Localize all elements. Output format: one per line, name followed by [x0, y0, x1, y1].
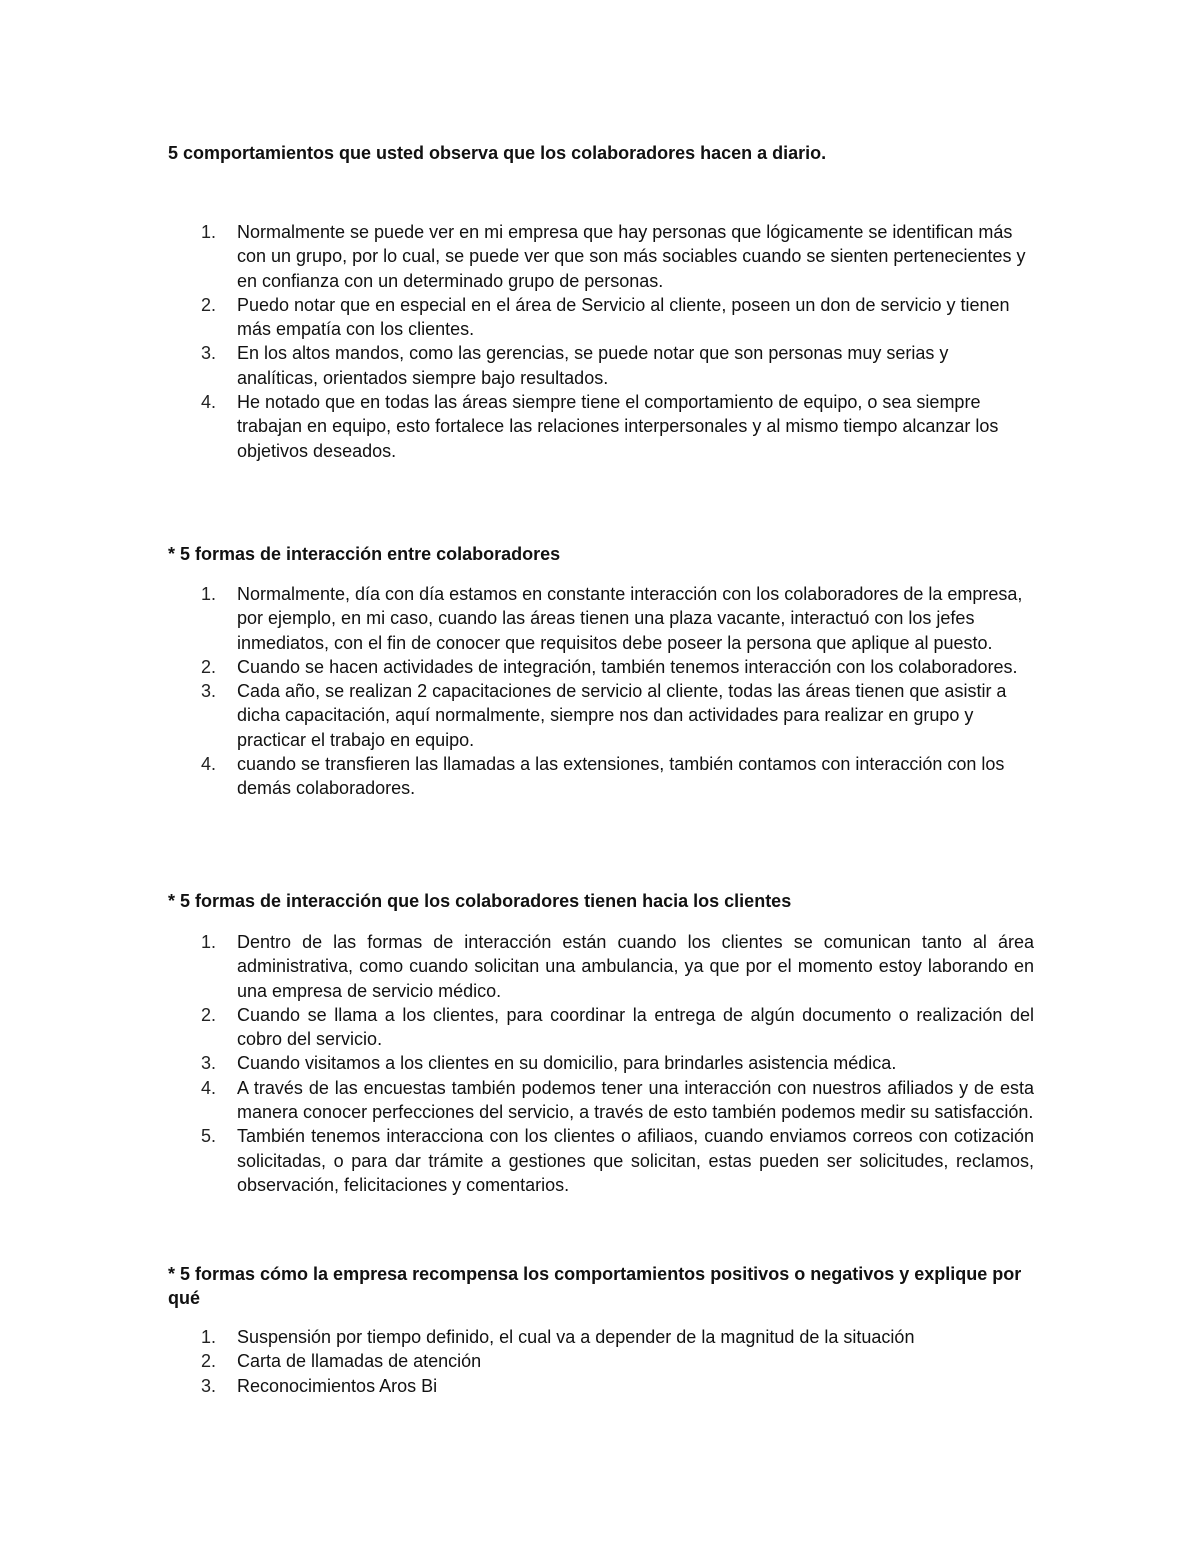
list-item-text: Carta de llamadas de atención — [237, 1351, 482, 1372]
numbered-list — [168, 582, 1034, 801]
section-heading: * 5 formas cómo la empresa recompensa los comportamientos positivos o negativos y explique por qué — [168, 1264, 1022, 1308]
list-item — [168, 1051, 1034, 1075]
section-heading: 5 comportamientos que usted observa que los colaboradores hacen a diario. — [168, 143, 827, 163]
list-item — [168, 390, 1034, 463]
list-item — [168, 582, 1034, 655]
list-item-text: Cuando se hacen actividades de integración, también tenemos interacción con los colaboradores. — [237, 656, 1018, 677]
list-item-text: Normalmente se puede ver en mi empresa que hay personas que lógicamente se identifican más con un grupo, por lo cual, se puede ver que son más sociables cuando se sienten pertenecientes y en confianza con un determinado grupo de personas. — [237, 222, 1026, 291]
numbered-list — [168, 1325, 1034, 1398]
list-item — [168, 655, 1034, 679]
list-number: 1. — [201, 932, 217, 952]
list-number: 2. — [201, 294, 217, 315]
list-item-text: Cuando se llama a los clientes, para coordinar la entrega de algún documento o realización del cobro del servicio. — [237, 1004, 1034, 1050]
list-number: 2. — [201, 1351, 217, 1372]
list-item-text: Cuando visitamos a los clientes en su domicilio, para brindarles asistencia médica. — [237, 1053, 897, 1074]
list-item — [168, 752, 1034, 801]
list-number: 4. — [201, 1077, 217, 1098]
list-item — [168, 1124, 1034, 1197]
list-item-text: Cada año, se realizan 2 capacitaciones de servicio al cliente, todas las áreas tienen que asistir a dicha capacitación, aquí normalmente, siempre nos dan actividades para realizar en grupo y practicar el trabajo en equipo. — [237, 681, 1007, 750]
list-number: 5. — [201, 1126, 217, 1147]
list-item-text: cuando se transfieren las llamadas a las extensiones, también contamos con interacción con los demás colaboradores. — [237, 754, 1005, 799]
list-item — [168, 679, 1034, 752]
list-item-text: Reconocimientos Aros Bi — [237, 1375, 438, 1396]
section-interaction-between-collaborators — [168, 542, 1034, 801]
list-number: 1. — [201, 1327, 217, 1347]
list-item — [168, 341, 1034, 390]
list-number: 3. — [201, 343, 217, 364]
list-number: 1. — [201, 222, 217, 242]
list-item-text: En los altos mandos, como las gerencias, se puede notar que son personas muy serias y analíticas, orientados siempre bajo resultados. — [237, 343, 949, 388]
list-number: 4. — [201, 754, 217, 775]
list-item-text: Suspensión por tiempo definido, el cual va a depender de la magnitud de la situación — [237, 1327, 915, 1347]
list-item — [168, 1349, 1034, 1373]
section-daily-behaviors — [168, 141, 1034, 463]
list-item — [168, 220, 1034, 293]
list-item-text: A través de las encuestas también podemos tener una interacción con nuestros afiliados y de esta manera conocer perfecciones del servicio, a través de esto también podemos medir su satisfacción. — [237, 1077, 1034, 1123]
list-item — [168, 1003, 1034, 1052]
section-company-rewards — [168, 1262, 1034, 1398]
numbered-list — [168, 930, 1034, 1197]
list-item — [168, 930, 1034, 1003]
section-heading: * 5 formas de interacción entre colaboradores — [168, 544, 561, 564]
section-interaction-with-clients — [168, 889, 1034, 1197]
numbered-list — [168, 220, 1034, 463]
list-number: 3. — [201, 681, 217, 702]
list-item-text: Dentro de las formas de interacción están cuando los clientes se comunican tanto al área administrativa, como cuando solicitan una ambulancia, ya que por el momento estoy laborando en una empresa de servicio médico. — [237, 932, 1034, 1001]
list-number: 2. — [201, 1004, 217, 1025]
list-number: 1. — [201, 584, 217, 604]
list-number: 3. — [201, 1053, 217, 1074]
list-item — [168, 1325, 1034, 1349]
list-item-text: He notado que en todas las áreas siempre tiene el comportamiento de equipo, o sea siempre trabajan en equipo, esto fortalece las relaciones interpersonales y al mismo tiempo alcanzar los objetivos deseados. — [237, 392, 999, 461]
list-item-text: Normalmente, día con día estamos en constante interacción con los colaboradores de la empresa, por ejemplo, en mi caso, cuando las áreas tienen una plaza vacante, interactuó con los jefes inmediatos, con el fin de conocer que requisitos debe poseer la persona que aplique al puesto. — [237, 584, 1023, 653]
list-item-text: Puedo notar que en especial en el área de Servicio al cliente, poseen un don de servicio y tienen más empatía con los clientes. — [237, 294, 1010, 340]
list-item — [168, 1374, 1034, 1398]
list-item — [168, 293, 1034, 342]
list-item — [168, 1076, 1034, 1125]
list-item-text: También tenemos interacciona con los clientes o afiliaos, cuando enviamos correos con cotización solicitadas, o para dar trámite a gestiones que solicitan, estas pueden ser solicitudes, reclamos, observación, felicitaciones y comentarios. — [237, 1126, 1034, 1195]
list-number: 3. — [201, 1375, 217, 1396]
list-number: 4. — [201, 392, 217, 413]
section-heading: * 5 formas de interacción que los colaboradores tienen hacia los clientes — [168, 891, 792, 911]
list-number: 2. — [201, 656, 217, 677]
